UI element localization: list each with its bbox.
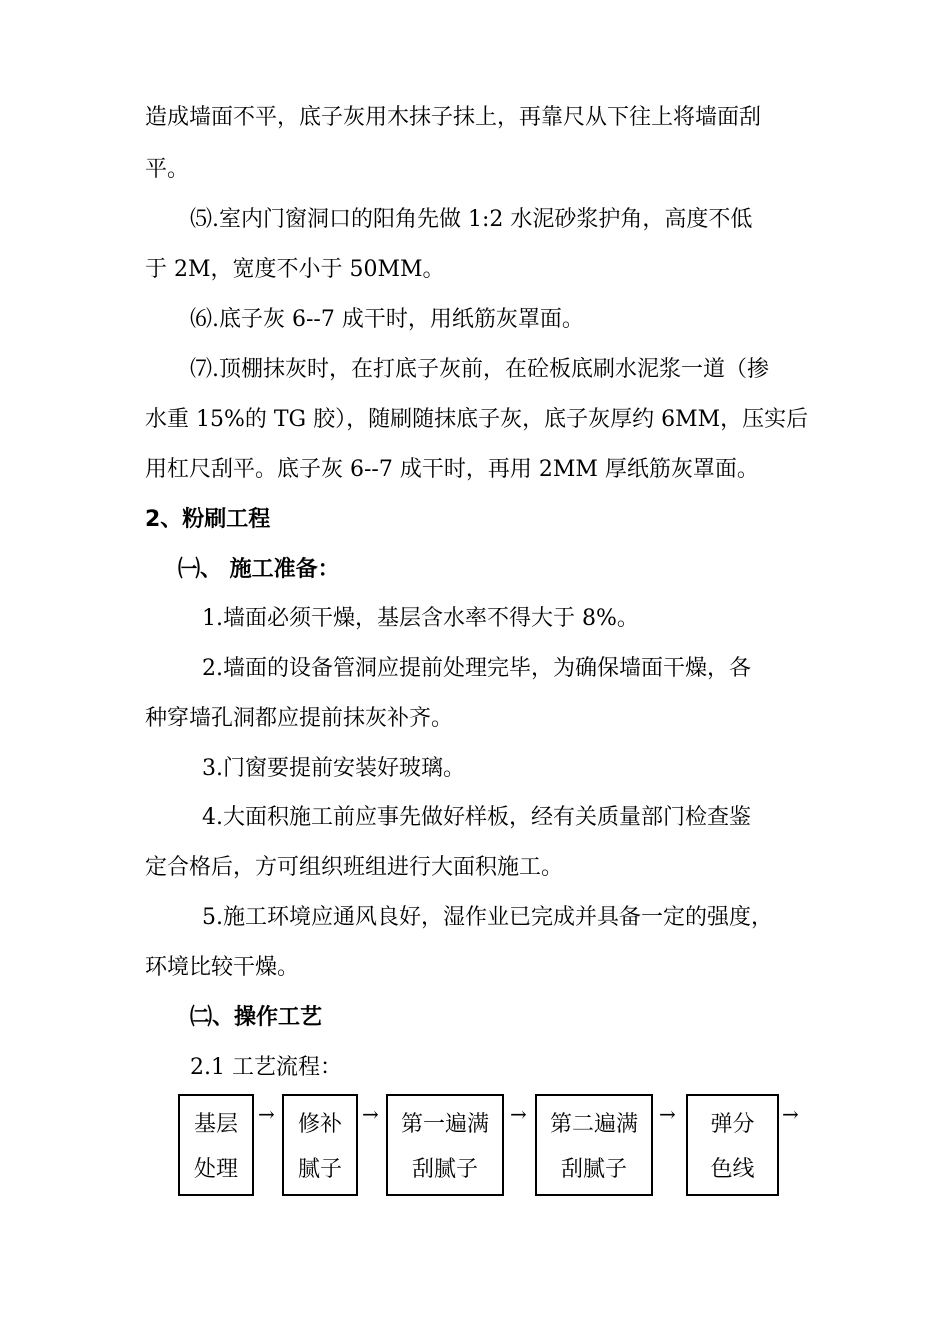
- para-line: 于 2M，宽度不小于 50MM。: [145, 257, 445, 282]
- flow-box-text: 色线: [710, 1157, 755, 1182]
- flow-box-second-coat: [535, 1094, 653, 1196]
- flow-box-putty-repair: [282, 1094, 358, 1196]
- arrow-icon: →: [510, 1102, 527, 1126]
- flow-box-text: 腻子: [297, 1157, 342, 1182]
- para-line: 平。: [145, 157, 190, 182]
- flow-box-text: 刮腻子: [411, 1157, 478, 1182]
- flow-box-text: 刮腻子: [560, 1157, 627, 1182]
- process-flowchart: [178, 1094, 808, 1198]
- subsection-heading: ㈠、 施工准备：: [178, 557, 340, 582]
- flow-box-text: 修补: [297, 1112, 342, 1137]
- list-item-7: ⑺.顶棚抹灰时，在打底子灰前，在砼板底刷水泥浆一道（掺: [190, 357, 769, 382]
- para-line: 定合格后，方可组织班组进行大面积施工。: [145, 855, 564, 880]
- flow-box-color-lines: [686, 1094, 779, 1196]
- list-item-5: ⑸.室内门窗洞口的阳角先做 1:2 水泥砂浆护角，高度不低: [190, 207, 753, 232]
- subsection-heading: ㈡、操作工艺: [190, 1005, 323, 1030]
- para-line: 水重 15%的 TG 胶），随刷随抹底子灰，底子灰厚约 6MM，压实后: [145, 407, 809, 432]
- flow-box-first-coat: [386, 1094, 504, 1196]
- arrow-icon: →: [258, 1102, 275, 1126]
- para-line: 造成墙面不平，底子灰用木抹子抹上，再靠尺从下往上将墙面刮: [145, 105, 762, 130]
- flow-box-text: 弹分: [710, 1112, 755, 1137]
- flow-box-text: 第一遍满: [400, 1112, 489, 1137]
- para-line: 环境比较干燥。: [145, 955, 300, 980]
- subsection-label: 2.1 工艺流程：: [190, 1055, 342, 1080]
- para-line: 种穿墙孔洞都应提前抹灰补齐。: [145, 706, 454, 731]
- arrow-icon: →: [782, 1102, 799, 1126]
- para-line: 用杠尺刮平。底子灰 6--7 成干时，再用 2MM 厚纸筋灰罩面。: [145, 457, 759, 482]
- flow-box-text: 基层: [193, 1112, 238, 1137]
- flow-box-text: 处理: [193, 1157, 238, 1182]
- list-item-2: 2.墙面的设备管洞应提前处理完毕，为确保墙面干燥，各: [202, 656, 751, 681]
- flow-box-base-treatment: [178, 1094, 254, 1196]
- arrow-icon: →: [362, 1102, 379, 1126]
- arrow-icon: →: [659, 1102, 676, 1126]
- flow-box-text: 第二遍满: [549, 1112, 638, 1137]
- list-item-6: ⑹.底子灰 6--7 成干时，用纸筋灰罩面。: [190, 307, 584, 332]
- list-item-1: 1.墙面必须干燥，基层含水率不得大于 8%。: [202, 606, 639, 631]
- list-item-4: 4.大面积施工前应事先做好样板，经有关质量部门检查鉴: [202, 805, 751, 830]
- section-heading: 2、粉刷工程: [145, 507, 271, 532]
- list-item-3: 3.门窗要提前安装好玻璃。: [202, 756, 465, 781]
- list-item-5b: 5.施工环境应通风良好，湿作业已完成并具备一定的强度，: [202, 905, 773, 930]
